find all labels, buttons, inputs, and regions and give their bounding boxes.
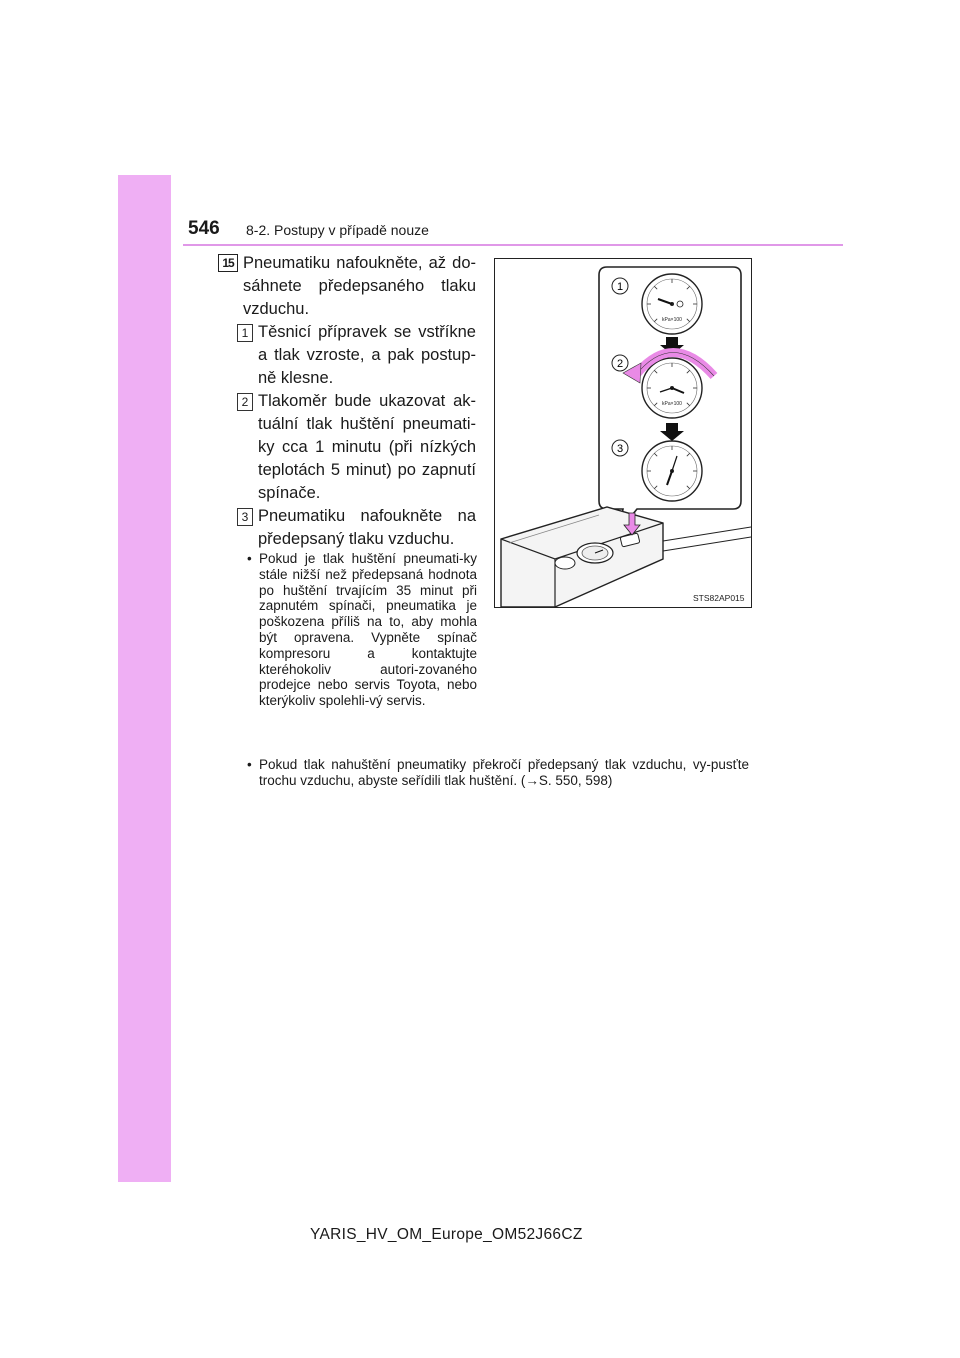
document-footer: YARIS_HV_OM_Europe_OM52J66CZ [310, 1226, 583, 1243]
bullet-dot: • [247, 551, 252, 566]
callout-1: 1 [616, 281, 624, 293]
dial-2-unit: kPa×100 [662, 401, 682, 407]
header-rule [183, 244, 843, 246]
callout-3: 3 [616, 443, 624, 455]
bullet-note-2-text: Pokud tlak nahuštění pneumatiky překročí předepsaný tlak vzduchu, vy-pusťte trochu vzduchu, abyste seřídili tlak huštění. (→S. 550, 598) [259, 757, 749, 788]
page-number: 546 [188, 218, 220, 239]
illustration-svg [495, 259, 751, 607]
bullet-note-2 [247, 757, 749, 789]
substep-1-badge: 1 [237, 324, 253, 342]
step-text: Pneumatiku nafoukněte, až do-sáhnete předepsaného tlaku vzduchu. [243, 254, 476, 318]
dial-1-unit: kPa×100 [662, 317, 682, 323]
compressor-gauge-illustration [494, 258, 752, 608]
section-title: 8-2. Postupy v případě nouze [246, 222, 429, 238]
compressor-body [501, 507, 751, 607]
bullet-dot: • [247, 757, 252, 772]
substep-3-text: Pneumatiku nafoukněte na předepsaný tlaku vzduchu. [258, 507, 476, 548]
bullet-note-1 [247, 551, 477, 709]
figure-code: STS82AP015 [693, 593, 745, 603]
substep-2-text: Tlakoměr bude ukazovat ak-tuální tlak huštění pneumati-ky cca 1 minutu (při nízkých teplotách 5 minut) po zapnutí spínače. [258, 392, 476, 502]
bullet-note-1-text: Pokud je tlak huštění pneumati-ky stále nižší než předepsaná hodnota po huštění trvajícím 35 minut při zapnutém spínači, pneumatika je poškozena příliš na to, aby mohla být opravena. Vypněte spínač kompresoru a kontaktujte kteréhokoliv autori-zovaného prodejce nebo servis Toyota, nebo kterýkoliv spolehli-vý servis. [259, 551, 477, 709]
substep-2-badge: 2 [237, 393, 253, 411]
callout-2: 2 [616, 358, 624, 370]
step-number-badge: 15 [218, 254, 238, 272]
chapter-sidebar-tab [118, 175, 171, 1182]
substep-3-badge: 3 [237, 508, 253, 526]
substep-1-text: Těsnicí přípravek se vstříkne a tlak vzroste, a pak postup-ně klesne. [258, 323, 476, 387]
